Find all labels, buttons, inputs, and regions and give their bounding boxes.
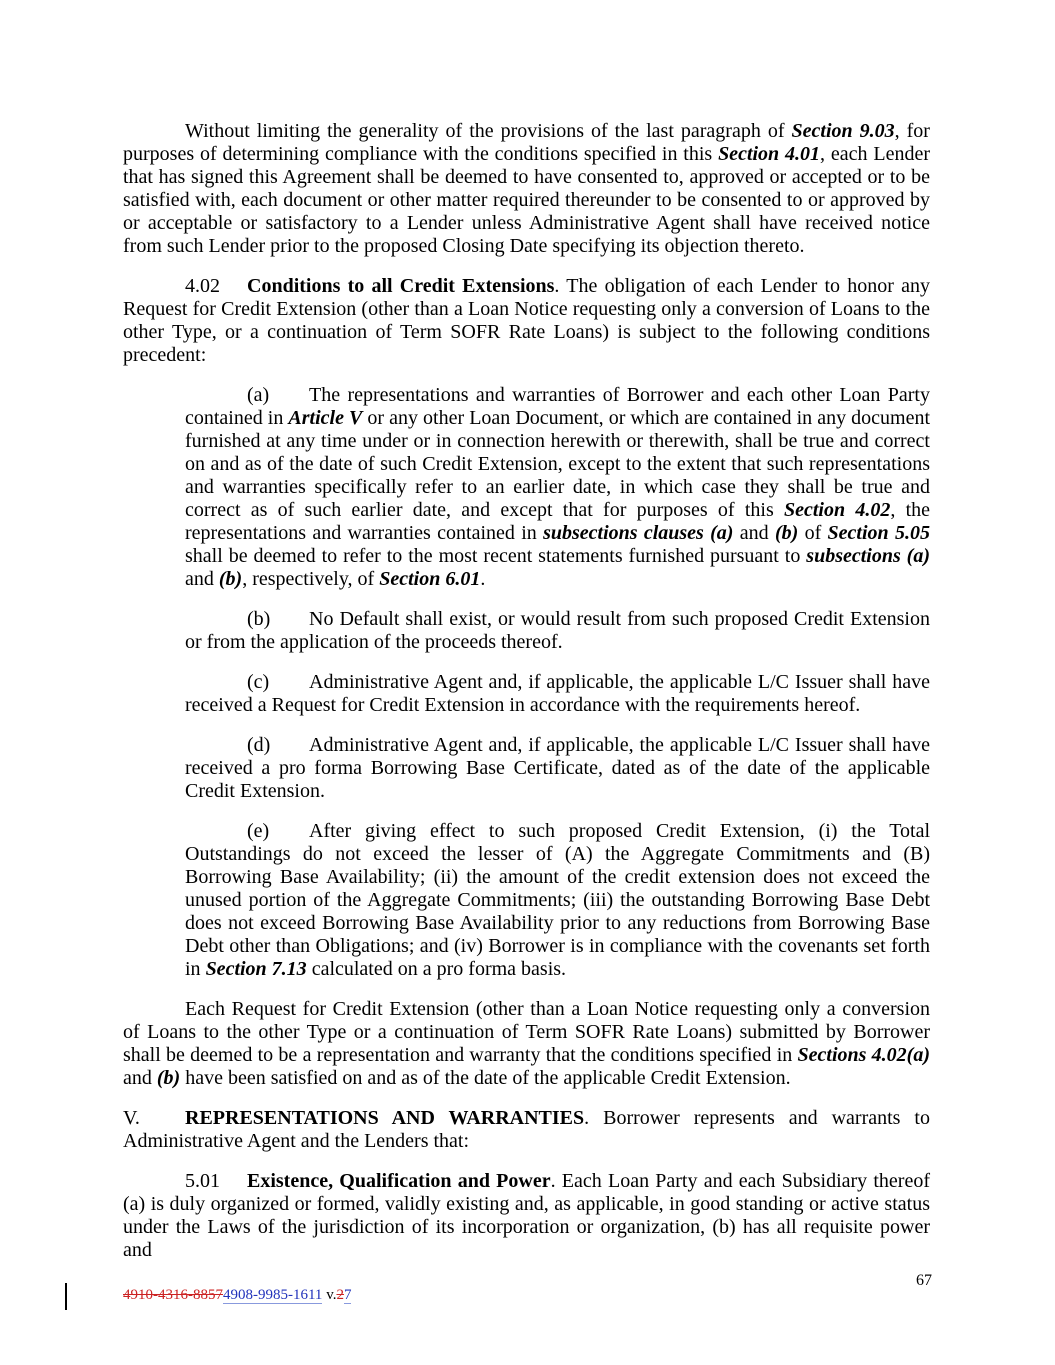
section-reference: subsections (a) xyxy=(806,545,930,567)
subsection-e xyxy=(185,820,930,981)
section-reference: Section 9.03 xyxy=(791,120,895,142)
text-run: , respectively, of xyxy=(242,568,380,590)
text-run: and xyxy=(123,1067,157,1089)
text-run: . The obligation of each Lender to honor any Request for Credit Extension (other than a Loan Notice requesting only a conversion of Loans to the other Type, or a continuation of Term SOFR Rate Loans) is subject to the following conditions precedent: xyxy=(123,275,930,366)
text-run: calculated on a pro forma basis. xyxy=(306,958,567,980)
intro-paragraph xyxy=(123,120,930,258)
text-run: of xyxy=(798,522,828,544)
text-run: . xyxy=(480,568,486,590)
text-run: Administrative Agent and, if applicable, the applicable L/C Issuer shall have received a Request for Credit Extension in accordance with the requirements hereof. xyxy=(185,671,930,716)
inserted-doc-id: 4908-9985-1611 xyxy=(223,1287,323,1303)
page-number: 67 xyxy=(916,1272,932,1289)
section-4-02-paragraph xyxy=(123,275,930,367)
subsection-d xyxy=(185,734,930,803)
text-run: , each Lender that has signed this Agreement shall be deemed to have consented to, approved or accepted or to be satisfied with, each document or other matter required thereunder to be consented to or approved by or acceptable or satisfactory to a Lender unless Administrative Agent shall have received notice from such Lender prior to the proposed Closing Date specifying its objection thereto. xyxy=(123,143,930,257)
text-run: , the representations and warranties contained in xyxy=(185,499,930,544)
deleted-version: 2 xyxy=(336,1287,344,1303)
text-run: and xyxy=(185,568,219,590)
section-reference: Sections 4.02(a) xyxy=(797,1044,930,1066)
article-title: REPRESENTATIONS AND WARRANTIES xyxy=(185,1107,585,1129)
section-reference: (b) xyxy=(774,522,799,544)
text-run: The representations and warranties of Borrower and each other Loan Party contained in xyxy=(185,384,930,429)
section-number: 4.02 xyxy=(185,275,220,297)
change-bar xyxy=(65,1283,67,1310)
text-run: Without limiting the generality of the provisions of the last paragraph of xyxy=(185,120,792,142)
subsection-a xyxy=(185,384,930,591)
text-run: , for purposes of determining compliance with the conditions specified in this xyxy=(123,120,930,165)
section-reference: subsections clauses (a) xyxy=(543,522,734,544)
clause-label: (e) xyxy=(247,820,270,842)
section-reference: Section 7.13 xyxy=(205,958,307,980)
section-title: Existence, Qualification and Power xyxy=(247,1170,551,1192)
section-reference: Section 6.01 xyxy=(379,568,481,590)
section-number: 5.01 xyxy=(185,1170,220,1192)
version-label: v. xyxy=(322,1287,337,1303)
text-run: Each Request for Credit Extension (other than a Loan Notice requesting only a conversion of Loans to the other Type or a continuation of Term SOFR Rate Loans) submitted by Borrower shall be deemed to be a representation and warranty that the conditions specified in xyxy=(123,998,930,1066)
section-reference: (b) xyxy=(156,1067,181,1089)
article-number: V. xyxy=(123,1107,140,1129)
clause-label: (d) xyxy=(247,734,271,756)
text-run: shall be deemed to refer to the most recent statements furnished pursuant to xyxy=(185,545,807,567)
inserted-version: 7 xyxy=(343,1287,352,1303)
section-title: Conditions to all Credit Extensions xyxy=(247,275,555,297)
document-body xyxy=(123,120,930,1279)
article-v-heading-paragraph xyxy=(123,1107,930,1153)
text-run: No Default shall exist, or would result from such proposed Credit Extension or from the application of the proceeds thereof. xyxy=(185,608,930,653)
text-run: or any other Loan Document, or which are contained in any document furnished at any time under or in connection herewith or therewith, shall be true and correct on and as of the date of such Credit Extension, except to the extent that such representations and warranties specifically refer to an earlier date, in which case they shall be true and correct as of such earlier date, and except that for purposes of this xyxy=(185,407,931,521)
subsection-b xyxy=(185,608,930,654)
clause-label: (b) xyxy=(247,608,271,630)
section-5-01-paragraph xyxy=(123,1170,930,1262)
text-run: have been satisfied on and as of the date of the applicable Credit Extension. xyxy=(180,1067,791,1089)
subsection-c xyxy=(185,671,930,717)
text-run: . Each Loan Party and each Subsidiary thereof (a) is duly organized or formed, validly existing and, as applicable, in good standing or active status under the Laws of the jurisdiction of its incorporation or organization, (b) has all requisite power and xyxy=(123,1170,930,1261)
footer-doc-id xyxy=(123,1286,351,1304)
text-run: After giving effect to such proposed Credit Extension, (i) the Total Outstandings do not exceed the lesser of (A) the Aggregate Commitments and (B) Borrowing Base Availability; (ii) the amount of the credit extension does not exceed the unused portion of the Aggregate Commitments; (iii) the outstanding Borrowing Base Debt does not exceed Borrowing Base Availability prior to any reductions from Borrowing Base Debt other than Obligations; and (iv) Borrower is in compliance with the covenants set forth in xyxy=(185,820,930,980)
clause-label: (c) xyxy=(247,671,270,693)
text-run: . Borrower represents and warrants to Administrative Agent and the Lenders that: xyxy=(123,1107,930,1152)
text-run: and xyxy=(733,522,775,544)
closing-paragraph xyxy=(123,998,930,1090)
deleted-doc-id: 4910-4316-8857 xyxy=(123,1287,223,1303)
text-run: Administrative Agent and, if applicable, the applicable L/C Issuer shall have received a pro forma Borrowing Base Certificate, dated as of the date of the applicable Credit Extension. xyxy=(185,734,930,802)
section-reference: Article V xyxy=(288,407,363,429)
section-reference: (b) xyxy=(218,568,243,590)
section-reference: Section 4.01 xyxy=(718,143,821,165)
section-reference: Section 5.05 xyxy=(827,522,930,544)
clause-label: (a) xyxy=(247,384,270,406)
section-reference: Section 4.02 xyxy=(783,499,891,521)
